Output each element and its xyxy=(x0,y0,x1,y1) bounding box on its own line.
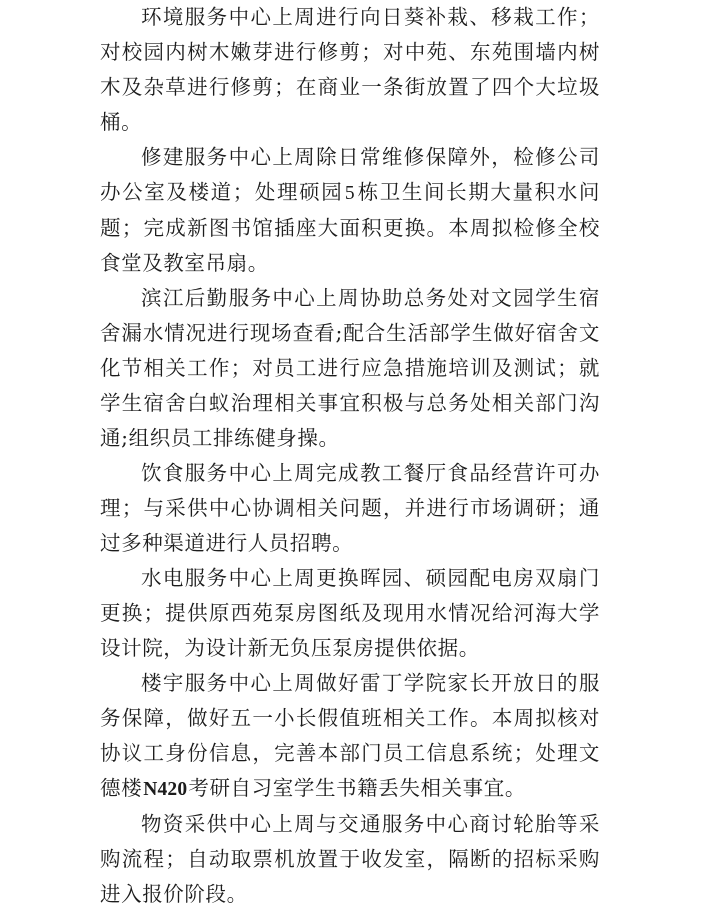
paragraph-construction-service-center xyxy=(100,140,600,281)
document-body xyxy=(100,0,600,912)
paragraph-materials-procurement-center xyxy=(100,807,600,912)
paragraph-text: 环境服务中心上周进行向日葵补栽、移栽工作；对校园内树木嫩芽进行修剪；对中苑、东苑围墙内树木及杂草进行修剪；在商业一条街放置了四个大垃圾桶。 xyxy=(100,5,600,134)
paragraph-environment-service-center xyxy=(100,0,600,140)
paragraph-building-service-center xyxy=(100,666,600,807)
paragraph-text: 物资采供中心上周与交通服务中心商讨轮胎等采购流程；自动取票机放置于收发室，隔断的招标采购进入报价阶段。 xyxy=(100,812,600,906)
paragraph-text: 滨江后勤服务中心上周协助总务处对文园学生宿舍漏水情况进行现场查看;配合生活部学生做好宿舍文化节相关工作；对员工进行应急措施培训及测试；就学生宿舍白蚁治理相关事宜积极与总务处相关部门沟通;组织员工排练健身操。 xyxy=(100,286,600,450)
inline-room-code: N420 xyxy=(143,779,188,800)
paragraph-catering-service-center xyxy=(100,456,600,561)
paragraph-text-after: 栋卫生间长期大量积水问题；完成新图书馆插座大面积更换。本周拟检修全校食堂及教室吊扇。 xyxy=(100,180,600,275)
paragraph-binjiang-logistics-service-center xyxy=(100,281,600,456)
paragraph-water-electricity-service-center xyxy=(100,561,600,666)
inline-number-value: 5 xyxy=(344,183,356,204)
paragraph-text-after: 考研自习室学生书籍丢失相关事宜。 xyxy=(188,776,526,800)
paragraph-text-before: 楼宇服务中心上周做好雷丁学院家长开放日的服务保障，做好五一小长假值班相关工作。本周拟核对协议工身份信息，完善本部门员工信息系统；处理文德楼 xyxy=(100,671,600,800)
paragraph-text: 饮食服务中心上周完成教工餐厅食品经营许可办理；与采供中心协调相关问题，并进行市场调研；通过多种渠道进行人员招聘。 xyxy=(100,461,600,555)
paragraph-text: 水电服务中心上周更换晖园、硕园配电房双扇门更换；提供原西苑泵房图纸及现用水情况给河海大学设计院，为设计新无负压泵房提供依据。 xyxy=(100,566,600,660)
paragraph-text-before: 修建服务中心上周除日常维修保障外，检修公司办公室及楼道；处理硕园 xyxy=(100,145,600,204)
